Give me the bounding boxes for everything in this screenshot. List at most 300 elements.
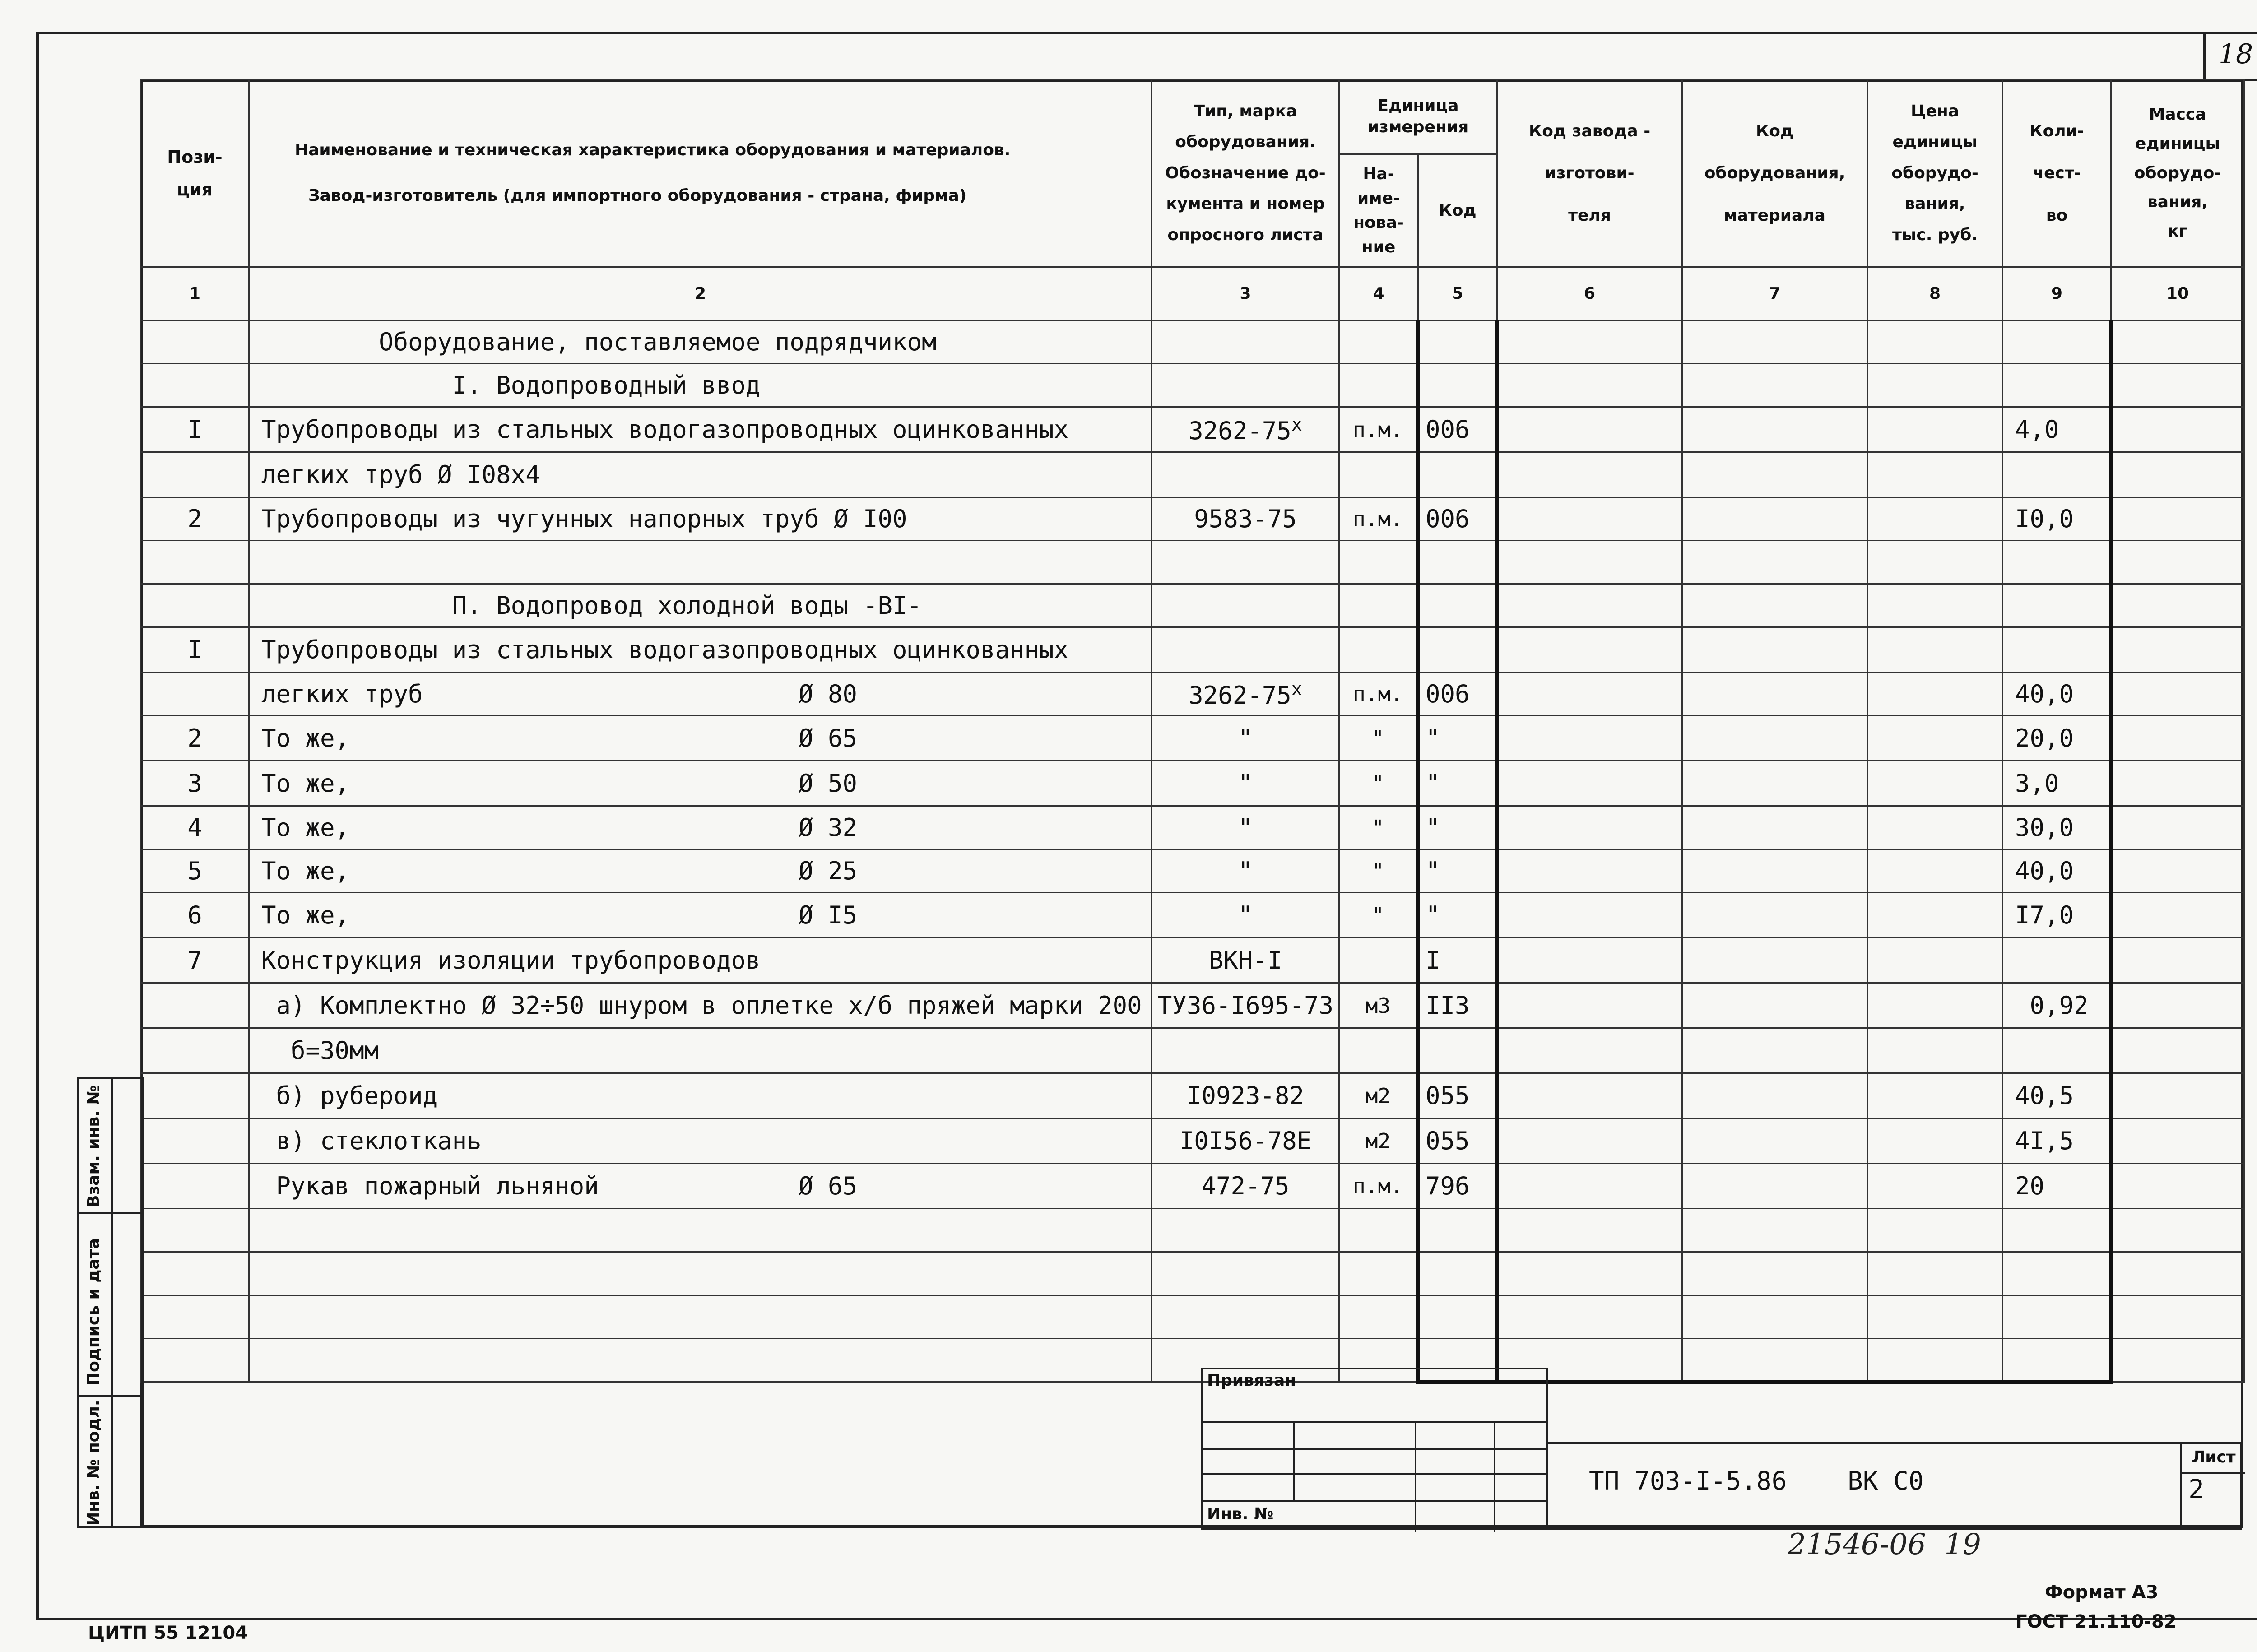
header-unit-code: Код <box>1418 154 1497 267</box>
row-equipment-code <box>1682 320 1867 364</box>
row-price <box>1867 806 2003 849</box>
row-name <box>249 983 1152 1028</box>
row-type <box>1152 407 1339 452</box>
row-unit <box>1339 938 1418 983</box>
row-type <box>1152 320 1339 364</box>
row-position <box>141 1073 249 1118</box>
side-stamp <box>77 1077 144 1528</box>
row-diameter: Ø 25 <box>799 857 858 885</box>
row-unit: м3 <box>1339 983 1418 1028</box>
row-name <box>249 627 1152 673</box>
row-position <box>141 584 249 627</box>
corner-sheet-number: 18 <box>2203 32 2257 81</box>
row-factory-code <box>1497 627 1682 673</box>
row-mass <box>2111 1028 2244 1073</box>
row-type <box>1152 1295 1339 1339</box>
row-price <box>1867 983 2003 1028</box>
row-name-text: легких труб <box>261 680 423 708</box>
row-quantity <box>2003 938 2111 983</box>
row-unit: м2 <box>1339 1118 1418 1164</box>
header-factory-line: Код завода - <box>1528 121 1651 140</box>
tb-vline <box>1293 1421 1295 1500</box>
designation-block <box>1546 1442 2242 1530</box>
row-equipment-code <box>1682 761 1867 806</box>
row-quantity <box>2003 1028 2111 1073</box>
row-type-text: 3262-75 <box>1189 416 1291 445</box>
row-name <box>249 1164 1152 1209</box>
row-quantity <box>2003 627 2111 673</box>
row-position <box>141 1339 249 1382</box>
row-type-text: ВКН-I <box>1208 946 1282 974</box>
header-unit-line: измерения <box>1367 118 1469 136</box>
row-quantity <box>2003 1252 2111 1295</box>
row-code <box>1418 541 1497 584</box>
row-name-text: То же, <box>261 724 350 752</box>
row-price <box>1867 938 2003 983</box>
table-row <box>141 1209 2244 1252</box>
header-mass-line: Масса <box>2149 105 2206 124</box>
table-row <box>141 761 2244 806</box>
row-factory-code <box>1497 364 1682 407</box>
table-row <box>141 938 2244 983</box>
row-type <box>1152 1118 1339 1164</box>
row-code: " <box>1418 716 1497 761</box>
row-type-text: I0I56-78Е <box>1179 1127 1312 1155</box>
row-price <box>1867 893 2003 938</box>
row-factory-code <box>1497 320 1682 364</box>
row-name-text: Трубопроводы из чугунных напорных труб Ø I00 <box>261 505 907 533</box>
header-type-line: оборудования. <box>1175 133 1316 152</box>
row-unit <box>1339 541 1418 584</box>
header-factory-line: изготови- <box>1545 164 1635 183</box>
table-row <box>141 893 2244 938</box>
table-row <box>141 1028 2244 1073</box>
row-price <box>1867 1073 2003 1118</box>
row-position <box>141 983 249 1028</box>
row-equipment-code <box>1682 673 1867 716</box>
row-diameter: Ø 65 <box>799 1172 858 1200</box>
row-equipment-code <box>1682 716 1867 761</box>
row-type-text: " <box>1238 813 1253 842</box>
row-equipment-code <box>1682 938 1867 983</box>
row-mass <box>2111 407 2244 452</box>
row-price <box>1867 541 2003 584</box>
row-price <box>1867 1339 2003 1382</box>
row-quantity <box>2003 452 2111 497</box>
header-mass-line: вания, <box>2147 193 2208 212</box>
row-equipment-code <box>1682 627 1867 673</box>
row-diameter: Ø 32 <box>799 813 858 842</box>
header-equipment-line: материала <box>1724 206 1825 225</box>
row-position: 2 <box>141 497 249 541</box>
row-quantity <box>2003 1209 2111 1252</box>
row-type <box>1152 627 1339 673</box>
row-equipment-code <box>1682 806 1867 849</box>
row-unit: п.м. <box>1339 1164 1418 1209</box>
row-mass <box>2111 1295 2244 1339</box>
row-position: I <box>141 407 249 452</box>
row-factory-code <box>1497 938 1682 983</box>
privyazan-label: Привязан <box>1207 1371 1296 1390</box>
row-price <box>1867 1118 2003 1164</box>
row-name <box>249 1073 1152 1118</box>
row-quantity: I0,0 <box>2003 497 2111 541</box>
row-name <box>249 849 1152 893</box>
row-name <box>249 806 1152 849</box>
column-numbers-row <box>141 267 2244 320</box>
row-mass <box>2111 541 2244 584</box>
row-type <box>1152 584 1339 627</box>
row-unit <box>1339 320 1418 364</box>
header-quantity-line: во <box>2046 206 2068 225</box>
row-name <box>249 1339 1152 1382</box>
row-type-superscript: x <box>1291 414 1302 435</box>
row-position <box>141 1164 249 1209</box>
row-unit <box>1339 364 1418 407</box>
archive-number: 21546-06 19 <box>1788 1528 1981 1561</box>
row-quantity <box>2003 584 2111 627</box>
sheet-label: Лист <box>2182 1444 2245 1474</box>
row-name-text: То же, <box>261 813 350 842</box>
table-row <box>141 541 2244 584</box>
row-position <box>141 1118 249 1164</box>
row-equipment-code <box>1682 1339 1867 1382</box>
header-type <box>1152 80 1339 267</box>
row-quantity: 20 <box>2003 1164 2111 1209</box>
row-factory-code <box>1497 452 1682 497</box>
header-equipment-line: Код <box>1755 121 1794 140</box>
column-number: 10 <box>2111 267 2244 320</box>
header-name <box>249 80 1152 267</box>
row-position: 6 <box>141 893 249 938</box>
row-type <box>1152 806 1339 849</box>
row-mass <box>2111 364 2244 407</box>
row-name-text: I. Водопроводный ввод <box>261 371 761 399</box>
header-position-line: ция <box>176 180 213 200</box>
row-name <box>249 716 1152 761</box>
row-equipment-code <box>1682 1028 1867 1073</box>
row-type-text: " <box>1238 769 1253 798</box>
table-row <box>141 452 2244 497</box>
row-code <box>1418 627 1497 673</box>
row-equipment-code <box>1682 407 1867 452</box>
row-code: 006 <box>1418 673 1497 716</box>
row-code <box>1418 1209 1497 1252</box>
row-name-text: б) рубероид <box>261 1081 438 1110</box>
row-type <box>1152 761 1339 806</box>
header-factory-line: теля <box>1568 206 1611 225</box>
row-mass <box>2111 983 2244 1028</box>
row-price <box>1867 627 2003 673</box>
row-unit: " <box>1339 716 1418 761</box>
row-code: I <box>1418 938 1497 983</box>
header-equipment-line: оборудования, <box>1704 164 1845 183</box>
header-unit-name-line: На- <box>1363 164 1394 183</box>
header-price-line: единицы <box>1892 133 1978 152</box>
row-factory-code <box>1497 716 1682 761</box>
row-type <box>1152 893 1339 938</box>
row-name-text: То же, <box>261 769 350 798</box>
table-row <box>141 716 2244 761</box>
row-factory-code <box>1497 893 1682 938</box>
row-diameter: Ø 50 <box>799 769 858 798</box>
header-unit <box>1339 80 1497 154</box>
citp-label: ЦИТП 55 12104 <box>88 1623 248 1643</box>
row-equipment-code <box>1682 584 1867 627</box>
row-position <box>141 541 249 584</box>
row-code <box>1418 364 1497 407</box>
row-name-text: Оборудование, поставляемое подрядчиком <box>261 328 937 356</box>
row-quantity: 40,0 <box>2003 673 2111 716</box>
row-price <box>1867 716 2003 761</box>
header-unit-line: Единица <box>1377 97 1459 116</box>
table-row <box>141 364 2244 407</box>
row-type <box>1152 497 1339 541</box>
header-position-line: Пози- <box>167 147 223 167</box>
column-number: 9 <box>2003 267 2111 320</box>
row-name-text: То же, <box>261 857 350 885</box>
row-price <box>1867 1295 2003 1339</box>
row-name <box>249 584 1152 627</box>
row-unit <box>1339 452 1418 497</box>
row-name <box>249 761 1152 806</box>
header-unit-name-line: име- <box>1357 189 1400 208</box>
row-type-text: " <box>1238 901 1253 929</box>
row-price <box>1867 849 2003 893</box>
row-type-text: 9583-75 <box>1194 505 1297 533</box>
row-mass <box>2111 627 2244 673</box>
row-position: 4 <box>141 806 249 849</box>
row-type-superscript: x <box>1291 678 1302 700</box>
row-factory-code <box>1497 761 1682 806</box>
header-unit-name-line: ние <box>1361 237 1396 256</box>
header-quantity-line: Коли- <box>2029 121 2084 140</box>
column-number: 6 <box>1497 267 1682 320</box>
row-price <box>1867 1209 2003 1252</box>
signature-date-label: Подпись и дата <box>84 1238 103 1386</box>
row-unit <box>1339 627 1418 673</box>
row-name-text: Рукав пожарный льняной <box>261 1172 599 1200</box>
row-name <box>249 893 1152 938</box>
row-code <box>1418 1028 1497 1073</box>
row-diameter: Ø I5 <box>799 901 858 929</box>
row-name <box>249 407 1152 452</box>
tb-vline <box>1415 1421 1416 1532</box>
column-number: 1 <box>141 267 249 320</box>
row-quantity: 40,0 <box>2003 849 2111 893</box>
row-type <box>1152 541 1339 584</box>
side-stamp-divider <box>79 1212 141 1214</box>
row-factory-code <box>1497 541 1682 584</box>
row-equipment-code <box>1682 1164 1867 1209</box>
row-mass <box>2111 806 2244 849</box>
row-code <box>1418 1252 1497 1295</box>
row-type <box>1152 1073 1339 1118</box>
row-name-text: Трубопроводы из стальных водогазопроводных оцинкованных <box>261 415 1069 444</box>
row-unit: " <box>1339 893 1418 938</box>
column-number: 5 <box>1418 267 1497 320</box>
row-name-text: б=30мм <box>261 1036 379 1065</box>
row-position <box>141 1252 249 1295</box>
table-row <box>141 584 2244 627</box>
row-mass <box>2111 584 2244 627</box>
row-name <box>249 541 1152 584</box>
side-stamp-divider <box>79 1395 141 1397</box>
row-position <box>141 320 249 364</box>
row-quantity: 20,0 <box>2003 716 2111 761</box>
table-row <box>141 407 2244 452</box>
row-type <box>1152 1252 1339 1295</box>
row-name <box>249 1209 1152 1252</box>
row-code: II3 <box>1418 983 1497 1028</box>
header-mass-line: оборудо- <box>2134 163 2221 182</box>
row-mass <box>2111 320 2244 364</box>
table-row <box>141 1164 2244 1209</box>
row-equipment-code <box>1682 452 1867 497</box>
row-equipment-code <box>1682 541 1867 584</box>
row-unit: м2 <box>1339 1073 1418 1118</box>
row-quantity <box>2003 541 2111 584</box>
row-name <box>249 452 1152 497</box>
row-price <box>1867 761 2003 806</box>
row-position <box>141 673 249 716</box>
row-type-text: ТУ36-I695-73 <box>1157 991 1334 1020</box>
row-position: 5 <box>141 849 249 893</box>
row-factory-code <box>1497 1028 1682 1073</box>
table-row <box>141 1339 2244 1382</box>
row-factory-code <box>1497 673 1682 716</box>
row-factory-code <box>1497 806 1682 849</box>
header-equipment-code <box>1682 80 1867 267</box>
row-mass <box>2111 673 2244 716</box>
row-type-text: 3262-75 <box>1189 681 1291 710</box>
row-diameter: Ø 65 <box>799 724 858 752</box>
row-diameter: Ø 80 <box>799 680 858 708</box>
row-factory-code <box>1497 849 1682 893</box>
row-code: 006 <box>1418 497 1497 541</box>
row-code <box>1418 1295 1497 1339</box>
row-code: " <box>1418 893 1497 938</box>
table-row <box>141 806 2244 849</box>
header-type-line: Тип, марка <box>1194 102 1297 121</box>
row-factory-code <box>1497 1118 1682 1164</box>
row-mass <box>2111 497 2244 541</box>
row-quantity <box>2003 1295 2111 1339</box>
row-quantity: I7,0 <box>2003 893 2111 938</box>
table-row <box>141 673 2244 716</box>
inv-no-label: Инв. № <box>1207 1505 1274 1523</box>
row-name <box>249 364 1152 407</box>
header-mass <box>2111 80 2244 267</box>
row-equipment-code <box>1682 1209 1867 1252</box>
row-price <box>1867 364 2003 407</box>
row-type <box>1152 983 1339 1028</box>
row-equipment-code <box>1682 364 1867 407</box>
row-position <box>141 1028 249 1073</box>
row-unit: п.м. <box>1339 407 1418 452</box>
row-equipment-code <box>1682 983 1867 1028</box>
header-price-line: оборудо- <box>1891 163 1978 182</box>
sheet-number: 2 <box>2188 1474 2204 1504</box>
row-position: I <box>141 627 249 673</box>
row-type <box>1152 452 1339 497</box>
specification-table <box>140 79 2245 1384</box>
row-quantity <box>2003 1339 2111 1382</box>
row-mass <box>2111 716 2244 761</box>
header-unit-name-line: нова- <box>1353 213 1404 232</box>
row-equipment-code <box>1682 849 1867 893</box>
row-type <box>1152 938 1339 983</box>
row-position: 7 <box>141 938 249 983</box>
format-label: Формат А3 <box>2045 1582 2159 1603</box>
inv-original-label: Инв. № подл. <box>84 1400 103 1526</box>
row-name <box>249 1252 1152 1295</box>
row-unit <box>1339 1252 1418 1295</box>
row-type-text: " <box>1238 857 1253 885</box>
row-name <box>249 938 1152 983</box>
row-quantity: 3,0 <box>2003 761 2111 806</box>
row-unit <box>1339 584 1418 627</box>
row-position: 2 <box>141 716 249 761</box>
header-unit-name <box>1339 154 1418 267</box>
row-type-text: " <box>1238 724 1253 752</box>
row-price <box>1867 584 2003 627</box>
row-name <box>249 320 1152 364</box>
row-type <box>1152 673 1339 716</box>
header-price <box>1867 80 2003 267</box>
row-name-text: легких труб Ø I08x4 <box>261 460 540 489</box>
row-name-text: П. Водопровод холодной воды -BI- <box>261 591 922 620</box>
column-number: 2 <box>249 267 1152 320</box>
row-equipment-code <box>1682 1118 1867 1164</box>
row-unit <box>1339 1028 1418 1073</box>
row-name <box>249 1295 1152 1339</box>
row-code: 055 <box>1418 1118 1497 1164</box>
table-row <box>141 320 2244 364</box>
row-code: " <box>1418 849 1497 893</box>
header-quantity <box>2003 80 2111 267</box>
row-name <box>249 1118 1152 1164</box>
row-type <box>1152 1209 1339 1252</box>
table-row <box>141 1118 2244 1164</box>
column-number: 4 <box>1339 267 1418 320</box>
row-name <box>249 673 1152 716</box>
row-price <box>1867 407 2003 452</box>
row-code: 055 <box>1418 1073 1497 1118</box>
header-type-line: кумента и номер <box>1166 195 1325 213</box>
row-position <box>141 1295 249 1339</box>
gost-label: ГОСТ 21.110-82 <box>2016 1611 2177 1632</box>
row-mass <box>2111 1209 2244 1252</box>
row-quantity: 4,0 <box>2003 407 2111 452</box>
row-unit: п.м. <box>1339 673 1418 716</box>
table-row <box>141 1295 2244 1339</box>
row-type <box>1152 716 1339 761</box>
row-type <box>1152 364 1339 407</box>
row-quantity: 0,92 <box>2003 983 2111 1028</box>
row-code: " <box>1418 806 1497 849</box>
row-type <box>1152 1164 1339 1209</box>
row-equipment-code <box>1682 1073 1867 1118</box>
row-equipment-code <box>1682 893 1867 938</box>
header-position <box>141 80 249 267</box>
header-mass-line: кг <box>2168 222 2187 241</box>
row-code: " <box>1418 761 1497 806</box>
vzam-inv-label: Взам. инв. № <box>84 1085 103 1207</box>
row-mass <box>2111 1164 2244 1209</box>
row-factory-code <box>1497 1164 1682 1209</box>
row-quantity: 30,0 <box>2003 806 2111 849</box>
